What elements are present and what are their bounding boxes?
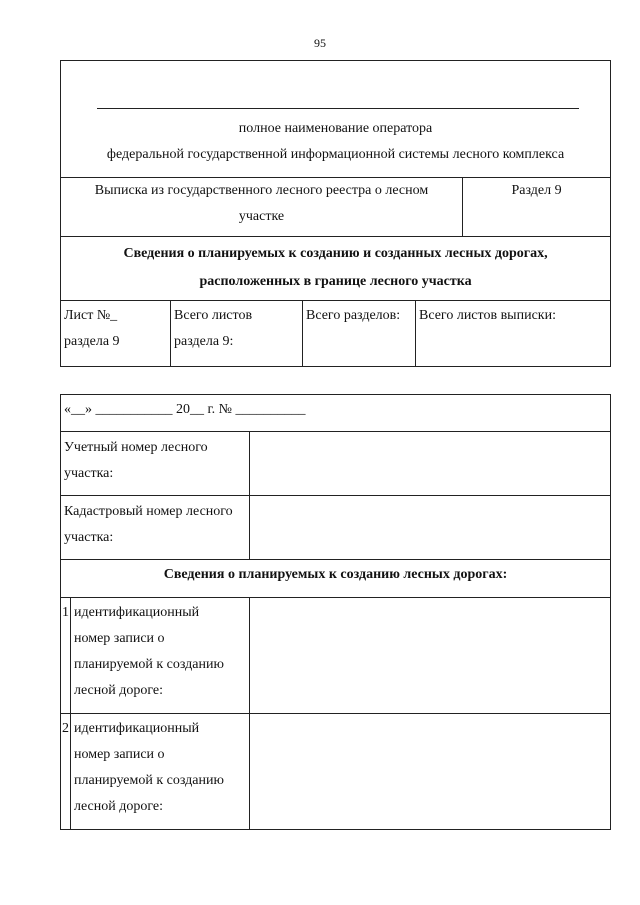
date-number-line: «__» ___________ 20__ г. № __________ xyxy=(61,395,611,432)
table-row xyxy=(61,714,611,830)
record-id-value xyxy=(250,714,611,830)
row-number: 2 xyxy=(61,714,71,830)
total-sheets-label: раздела 9: xyxy=(174,334,234,349)
section-heading-line: Сведения о планируемых к созданию и созданных лесных дорогах, xyxy=(123,246,548,261)
section-heading xyxy=(61,237,611,301)
record-id-label-line: номер записи о xyxy=(74,631,165,646)
cadastral-number-label xyxy=(61,496,250,560)
account-number-label-line: Учетный номер лесного xyxy=(64,440,208,455)
cadastral-number-value xyxy=(250,496,611,560)
extract-header-table xyxy=(60,60,611,367)
section-label: Раздел 9 xyxy=(463,178,611,237)
record-id-label-line: планируемой к созданию xyxy=(74,773,224,788)
record-id-label-line: лесной дороге: xyxy=(74,683,164,698)
account-number-label-line: участка: xyxy=(64,466,114,481)
page-number: 95 xyxy=(314,36,326,50)
record-id-label xyxy=(71,598,250,714)
operator-name-caption-line: полное наименование оператора xyxy=(238,121,433,136)
record-table xyxy=(60,394,611,830)
total-extract-sheets-cell: Всего листов выписки: xyxy=(416,301,611,367)
operator-name-line xyxy=(97,108,579,109)
planned-roads-heading: Сведения о планируемых к созданию лесных дорогах: xyxy=(61,560,611,598)
section-heading-line: расположенных в границе лесного участка xyxy=(199,274,472,289)
record-id-label-line: лесной дороге: xyxy=(74,799,164,814)
total-sheets-cell xyxy=(171,301,303,367)
row-number: 1 xyxy=(61,598,71,714)
operator-name-caption xyxy=(61,116,610,168)
record-id-label xyxy=(71,714,250,830)
sheet-number-cell xyxy=(61,301,171,367)
record-id-label-line: планируемой к созданию xyxy=(74,657,224,672)
account-number-value xyxy=(250,432,611,496)
total-sections-cell: Всего разделов: xyxy=(303,301,416,367)
operator-name-caption-line: федеральной государственной информационной системы лесного комплекса xyxy=(106,147,565,162)
total-sheets-label: Всего листов xyxy=(174,308,253,323)
operator-name-cell xyxy=(61,61,611,178)
record-id-label-line: идентификационный xyxy=(74,721,200,736)
sheet-number-label: Лист №_ xyxy=(64,308,118,323)
record-id-value xyxy=(250,598,611,714)
cadastral-number-label-line: участка: xyxy=(64,530,114,545)
extract-title: Выписка из государственного лесного реестра о лесном участке xyxy=(61,178,463,237)
sheet-number-label: раздела 9 xyxy=(64,334,120,349)
table-row xyxy=(61,598,611,714)
record-id-label-line: идентификационный xyxy=(74,605,200,620)
account-number-label xyxy=(61,432,250,496)
cadastral-number-label-line: Кадастровый номер лесного xyxy=(64,504,233,519)
record-id-label-line: номер записи о xyxy=(74,747,165,762)
